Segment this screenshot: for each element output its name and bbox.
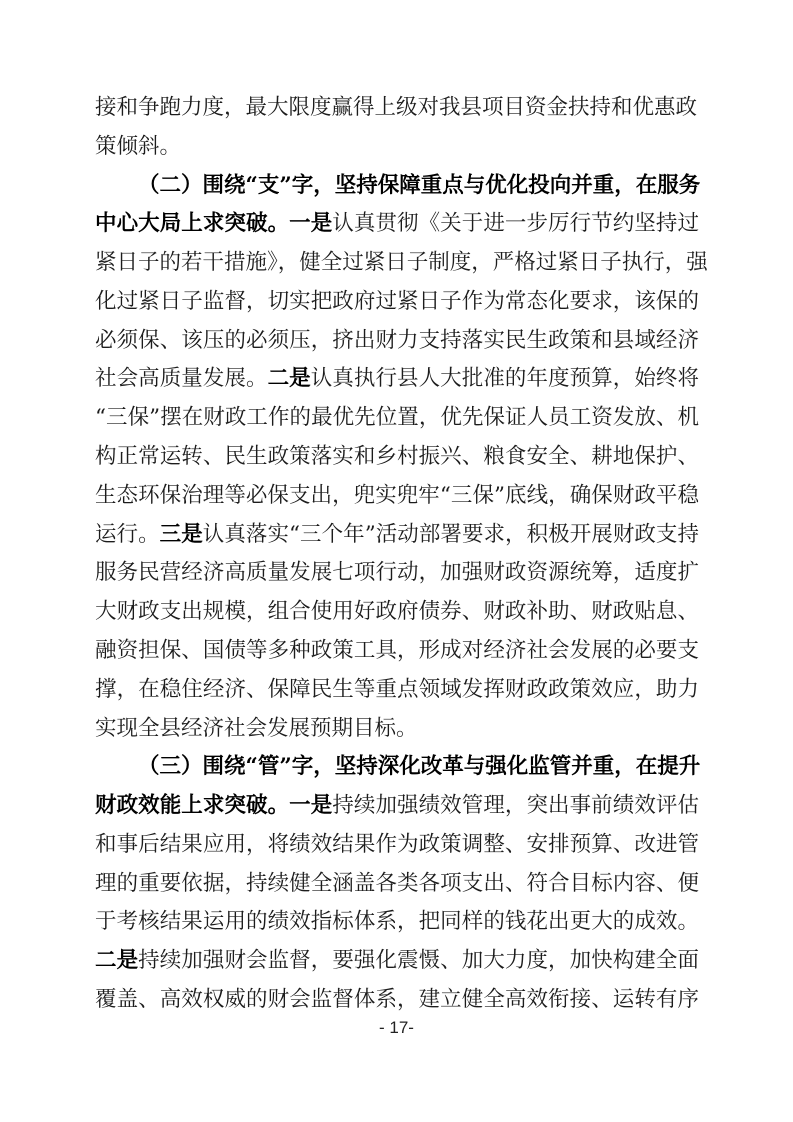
- text-line: 接和争跑力度，最大限度赢得上级对我县项目资金扶持和优惠政: [95, 95, 698, 120]
- text-line: 实现全县经济社会发展预期目标。: [95, 715, 418, 741]
- text-line: 构正常运转、民生政策落实和乡村振兴、粮食安全、耕地保护、: [95, 444, 699, 470]
- text-line: “三保”摆在财政工作的最优先位置，优先保证人员工资发放、机: [95, 405, 699, 431]
- text-line: 和事后结果应用，将绩效结果作为政策调整、安排预算、改进管: [95, 831, 699, 857]
- text-line: 策倾斜。: [95, 133, 182, 159]
- text-line: 社会高质量发展。二是认真执行县人大批准的年度预算，始终将: [95, 366, 699, 392]
- text-line: 大财政支出规模，组合使用好政府债券、财政补助、财政贴息、: [95, 599, 699, 625]
- text-line: 融资担保、国债等多种政策工具，形成对经济社会发展的必要支: [95, 637, 699, 663]
- text-line: 运行。三是认真落实“三个年”活动部署要求，积极开展财政支持: [95, 521, 699, 547]
- text-line: 二是持续加强财会监督，要强化震慑、加大力度，加快构建全面: [95, 948, 699, 974]
- section-heading-2: （二）围绕“支”字，坚持保障重点与优化投向并重，在服务: [138, 172, 701, 198]
- text-line: 财政效能上求突破。一是持续加强绩效管理，突出事前绩效评估: [95, 793, 699, 819]
- text-line: 化过紧日子监督，切实把政府过紧日子作为常态化要求，该保的: [95, 288, 699, 314]
- section-heading-3: （三）围绕“管”字，坚持深化改革与强化监管并重，在提升: [138, 754, 701, 780]
- text-line: 生态环保治理等必保支出，兜实兜牢“三保”底线，确保财政平稳: [95, 482, 699, 508]
- page-number: - 17-: [379, 1018, 414, 1037]
- text-line: 覆盖、高效权威的财会监督体系，建立健全高效衔接、运转有序: [95, 987, 699, 1012]
- text-line: 理的重要依据，持续健全涵盖各类各项支出、符合目标内容、便: [95, 870, 699, 896]
- text-line: 紧日子的若干措施》，健全过紧日子制度，严格过紧日子执行，强: [95, 250, 708, 276]
- text-line: 撑，在稳住经济、保障民生等重点领域发挥财政政策效应，助力: [95, 676, 699, 702]
- text-line: 于考核结果运用的绩效指标体系，把同样的钱花出更大的成效。: [95, 909, 699, 935]
- text-line: 必须保、该压的必须压，挤出财力支持落实民生政策和县域经济: [95, 327, 699, 353]
- text-line: 服务民营经济高质量发展七项行动，加强财政资源统筹，适度扩: [95, 560, 699, 586]
- text-line: 中心大局上求突破。一是认真贯彻《关于进一步厉行节约坚持过: [95, 211, 699, 237]
